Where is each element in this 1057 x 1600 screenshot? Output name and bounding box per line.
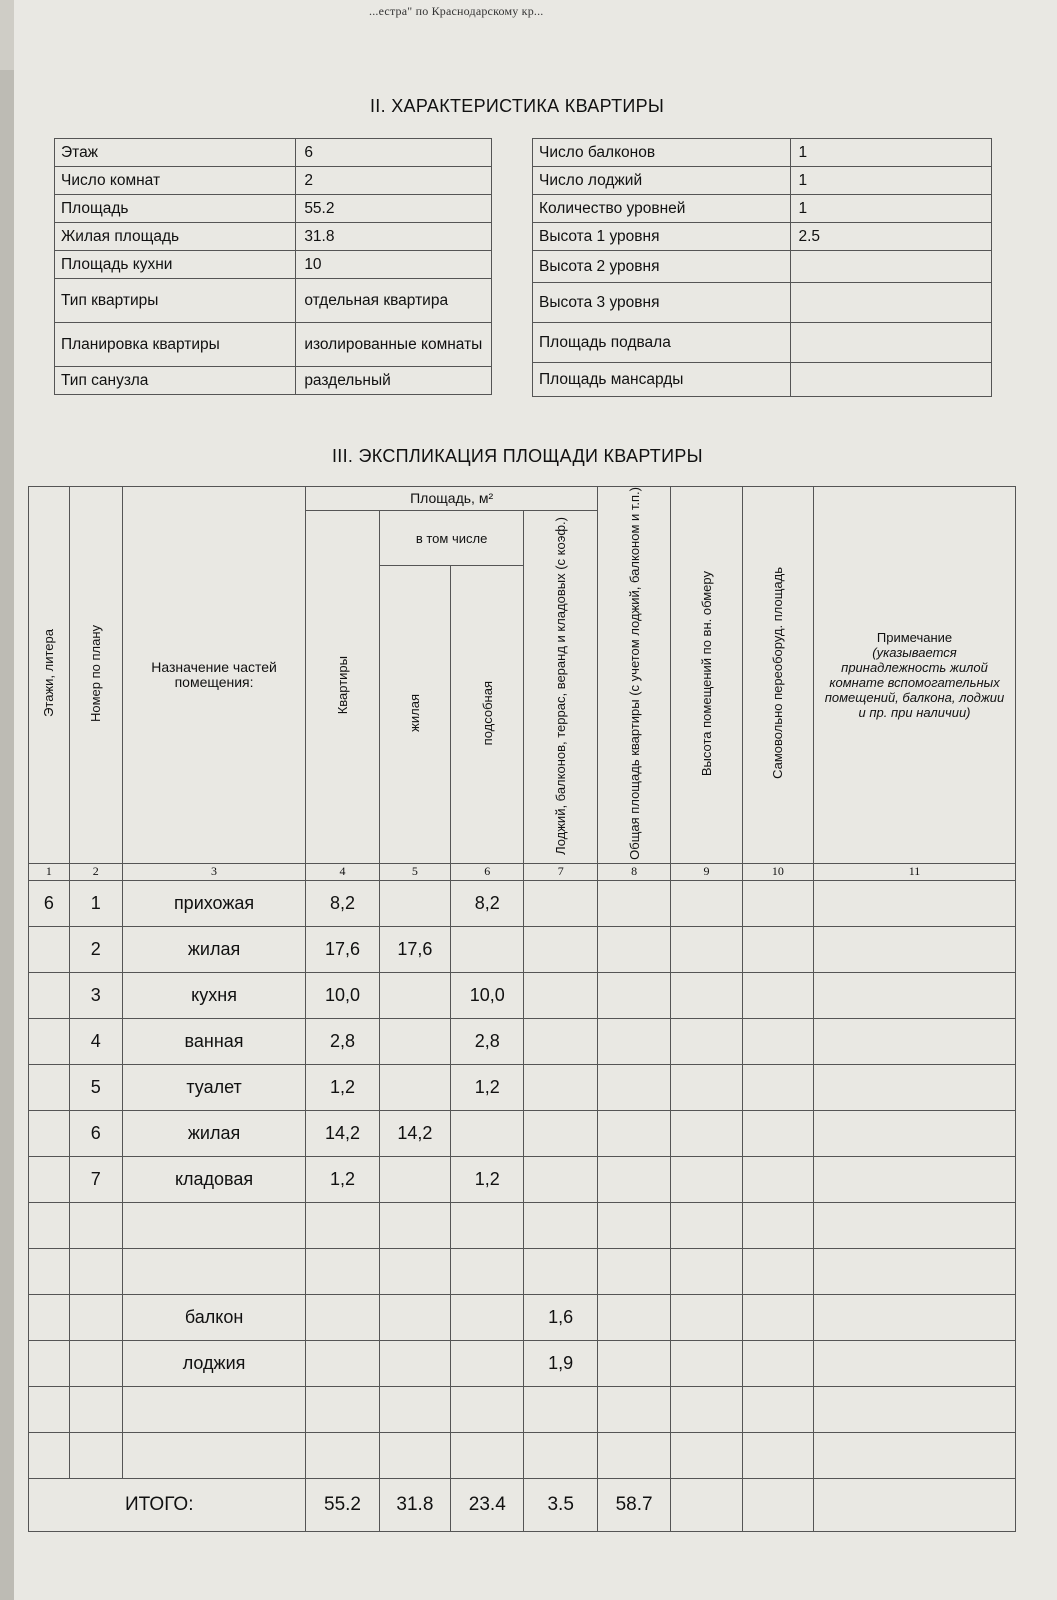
column-number-row	[29, 863, 1016, 880]
char-value	[790, 363, 992, 397]
note-body: (указывается принадлежность жилой комнате вспомогательных помещений, балкона, лоджии и пр. при наличии)	[824, 644, 1005, 720]
cell-note	[814, 1386, 1016, 1432]
cell-floor	[29, 1110, 70, 1156]
cell-floor	[29, 1340, 70, 1386]
cell-loggias-area	[524, 1156, 597, 1202]
column-number: 8	[597, 863, 670, 880]
cell-purpose: кухня	[122, 972, 306, 1018]
cell-height	[671, 926, 742, 972]
char-value: 2.5	[790, 223, 992, 251]
cell-floor	[29, 1432, 70, 1478]
table-row	[29, 1156, 1016, 1202]
char-value: 10	[296, 251, 492, 279]
cell-loggias-area	[524, 1386, 597, 1432]
cell-living-area	[379, 972, 450, 1018]
cell-note	[814, 926, 1016, 972]
cell-note	[814, 1156, 1016, 1202]
total-note	[814, 1478, 1016, 1531]
section-2-title: II. ХАРАКТЕРИСТИКА КВАРТИРЫ	[370, 96, 665, 116]
cell-note	[814, 1202, 1016, 1248]
cell-plan-number: 4	[69, 1018, 122, 1064]
cell-auxiliary-area	[451, 926, 524, 972]
cell-plan-number	[69, 1294, 122, 1340]
col-auxiliary-header: подсобная	[451, 566, 524, 864]
area-group-header: Площадь, м²	[306, 487, 598, 511]
table-row	[29, 1110, 1016, 1156]
cell-apartment-area	[306, 1386, 379, 1432]
cell-floor	[29, 1386, 70, 1432]
cell-unauthorized-area	[742, 1386, 813, 1432]
cell-apartment-area	[306, 1340, 379, 1386]
header-snippet: ...естра" по Краснодарскому кр...	[369, 4, 544, 18]
cell-floor	[29, 1202, 70, 1248]
cell-height	[671, 1202, 742, 1248]
cell-loggias-area	[524, 1248, 597, 1294]
cell-purpose: жилая	[122, 926, 306, 972]
cell-unauthorized-area	[742, 926, 813, 972]
col-purpose-header: Назначение частей помещения:	[122, 487, 306, 864]
table-row	[29, 1386, 1016, 1432]
cell-living-area	[379, 1156, 450, 1202]
cell-height	[671, 1386, 742, 1432]
char-value	[790, 283, 992, 323]
column-number: 1	[29, 863, 70, 880]
column-number: 6	[451, 863, 524, 880]
cell-plan-number	[69, 1340, 122, 1386]
char-value: 55.2	[296, 195, 492, 223]
cell-loggias-area	[524, 1064, 597, 1110]
cell-plan-number: 3	[69, 972, 122, 1018]
cell-floor	[29, 1248, 70, 1294]
cell-total-area	[597, 1110, 670, 1156]
char-label: Тип квартиры	[55, 279, 296, 323]
table-row	[29, 1202, 1016, 1248]
cell-auxiliary-area: 1,2	[451, 1064, 524, 1110]
total-height	[671, 1478, 742, 1531]
cell-total-area	[597, 1202, 670, 1248]
cell-total-area	[597, 972, 670, 1018]
cell-loggias-area	[524, 1432, 597, 1478]
char-label: Планировка квартиры	[55, 323, 296, 367]
table-row	[29, 1432, 1016, 1478]
char-value: 1	[790, 195, 992, 223]
cell-auxiliary-area: 2,8	[451, 1018, 524, 1064]
cell-floor	[29, 1018, 70, 1064]
char-label: Число балконов	[533, 139, 791, 167]
char-value	[790, 251, 992, 283]
cell-purpose: жилая	[122, 1110, 306, 1156]
cell-apartment-area	[306, 1432, 379, 1478]
table-row	[29, 926, 1016, 972]
cell-loggias-area	[524, 1110, 597, 1156]
total-auxiliary: 23.4	[451, 1478, 524, 1531]
cell-auxiliary-area	[451, 1202, 524, 1248]
cell-living-area	[379, 1340, 450, 1386]
column-number: 10	[742, 863, 813, 880]
char-value: раздельный	[296, 367, 492, 395]
cell-purpose	[122, 1386, 306, 1432]
cell-total-area	[597, 880, 670, 926]
cell-plan-number	[69, 1386, 122, 1432]
cell-purpose	[122, 1248, 306, 1294]
char-label: Площадь мансарды	[533, 363, 791, 397]
total-loggias: 3.5	[524, 1478, 597, 1531]
cell-loggias-area: 1,9	[524, 1340, 597, 1386]
col-total-area-header: Общая площадь квартиры (с учетом лоджий, балконом и т.п.)	[597, 487, 670, 864]
column-number: 7	[524, 863, 597, 880]
cell-floor	[29, 926, 70, 972]
cell-living-area: 17,6	[379, 926, 450, 972]
cell-unauthorized-area	[742, 1294, 813, 1340]
char-label: Высота 3 уровня	[533, 283, 791, 323]
cell-purpose: балкон	[122, 1294, 306, 1340]
paper-edge	[0, 70, 14, 1600]
cell-height	[671, 1340, 742, 1386]
column-number: 9	[671, 863, 742, 880]
char-value: 6	[296, 139, 492, 167]
cell-auxiliary-area	[451, 1386, 524, 1432]
cell-apartment-area: 10,0	[306, 972, 379, 1018]
char-row	[55, 367, 492, 395]
char-row	[533, 195, 992, 223]
cell-total-area	[597, 1340, 670, 1386]
note-title: Примечание	[876, 629, 953, 645]
cell-apartment-area: 1,2	[306, 1156, 379, 1202]
cell-height	[671, 1018, 742, 1064]
cell-living-area	[379, 880, 450, 926]
char-row	[533, 323, 992, 363]
cell-loggias-area	[524, 926, 597, 972]
cell-note	[814, 1110, 1016, 1156]
char-row	[55, 251, 492, 279]
column-number: 3	[122, 863, 306, 880]
cell-note	[814, 1018, 1016, 1064]
cell-auxiliary-area: 8,2	[451, 880, 524, 926]
cell-unauthorized-area	[742, 1340, 813, 1386]
cell-unauthorized-area	[742, 1248, 813, 1294]
cell-plan-number	[69, 1248, 122, 1294]
col-floor-header: Этажи, литера	[29, 487, 70, 864]
cell-total-area	[597, 1248, 670, 1294]
cell-note	[814, 1248, 1016, 1294]
char-label: Количество уровней	[533, 195, 791, 223]
char-row	[55, 139, 492, 167]
cell-living-area	[379, 1064, 450, 1110]
cell-apartment-area: 17,6	[306, 926, 379, 972]
cell-apartment-area	[306, 1248, 379, 1294]
cell-purpose: ванная	[122, 1018, 306, 1064]
total-row	[29, 1478, 1016, 1531]
cell-auxiliary-area	[451, 1340, 524, 1386]
char-label: Жилая площадь	[55, 223, 296, 251]
cell-plan-number: 5	[69, 1064, 122, 1110]
cell-height	[671, 1294, 742, 1340]
table-row	[29, 1018, 1016, 1064]
cell-apartment-area: 8,2	[306, 880, 379, 926]
section-3-title: III. ЭКСПЛИКАЦИЯ ПЛОЩАДИ КВАРТИРЫ	[332, 446, 703, 466]
char-row	[55, 195, 492, 223]
cell-plan-number: 6	[69, 1110, 122, 1156]
cell-height	[671, 1156, 742, 1202]
col-height-header: Высота помещений по вн. обмеру	[671, 487, 742, 864]
char-label: Площадь подвала	[533, 323, 791, 363]
cell-unauthorized-area	[742, 1018, 813, 1064]
cell-total-area	[597, 1156, 670, 1202]
cell-apartment-area: 2,8	[306, 1018, 379, 1064]
cell-unauthorized-area	[742, 972, 813, 1018]
table-row	[29, 1340, 1016, 1386]
char-row	[55, 279, 492, 323]
table-row	[29, 1248, 1016, 1294]
apartment-characteristics-right	[532, 138, 992, 397]
char-label: Тип санузла	[55, 367, 296, 395]
cell-purpose	[122, 1202, 306, 1248]
cell-plan-number: 1	[69, 880, 122, 926]
apartment-characteristics-left	[54, 138, 492, 395]
char-label: Высота 1 уровня	[533, 223, 791, 251]
total-label: ИТОГО:	[29, 1478, 306, 1531]
char-row	[533, 167, 992, 195]
cell-height	[671, 1248, 742, 1294]
table-row	[29, 1064, 1016, 1110]
cell-note	[814, 1064, 1016, 1110]
cell-living-area	[379, 1432, 450, 1478]
char-row	[533, 251, 992, 283]
column-number: 2	[69, 863, 122, 880]
cell-height	[671, 1064, 742, 1110]
total-total-area: 58.7	[597, 1478, 670, 1531]
char-value: 2	[296, 167, 492, 195]
col-loggias-header: Лоджий, балконов, террас, веранд и кладовых (с коэф.)	[524, 511, 597, 864]
cell-floor	[29, 1064, 70, 1110]
cell-auxiliary-area	[451, 1294, 524, 1340]
total-living: 31.8	[379, 1478, 450, 1531]
cell-apartment-area: 1,2	[306, 1064, 379, 1110]
column-number: 4	[306, 863, 379, 880]
column-number: 11	[814, 863, 1016, 880]
cell-living-area	[379, 1294, 450, 1340]
cell-total-area	[597, 1018, 670, 1064]
cell-apartment-area	[306, 1294, 379, 1340]
char-value: изолированные комнаты	[296, 323, 492, 367]
cell-purpose: прихожая	[122, 880, 306, 926]
char-row	[55, 167, 492, 195]
total-apartment: 55.2	[306, 1478, 379, 1531]
cell-unauthorized-area	[742, 1432, 813, 1478]
col-apartment-header: Квартиры	[306, 511, 379, 864]
char-row	[533, 223, 992, 251]
char-label: Площадь кухни	[55, 251, 296, 279]
cell-unauthorized-area	[742, 1156, 813, 1202]
cell-height	[671, 1110, 742, 1156]
cell-loggias-area: 1,6	[524, 1294, 597, 1340]
char-label: Площадь	[55, 195, 296, 223]
char-value: 31.8	[296, 223, 492, 251]
cell-total-area	[597, 1064, 670, 1110]
char-label: Число лоджий	[533, 167, 791, 195]
cell-plan-number: 2	[69, 926, 122, 972]
cell-total-area	[597, 1294, 670, 1340]
col-living-header: жилая	[379, 566, 450, 864]
cell-purpose	[122, 1432, 306, 1478]
char-row	[55, 223, 492, 251]
cell-living-area	[379, 1386, 450, 1432]
table-row	[29, 1294, 1016, 1340]
cell-living-area	[379, 1202, 450, 1248]
table-row	[29, 972, 1016, 1018]
cell-auxiliary-area	[451, 1110, 524, 1156]
cell-unauthorized-area	[742, 1202, 813, 1248]
cell-plan-number	[69, 1432, 122, 1478]
cell-auxiliary-area: 10,0	[451, 972, 524, 1018]
char-value: 1	[790, 139, 992, 167]
char-value	[790, 323, 992, 363]
cell-purpose: туалет	[122, 1064, 306, 1110]
char-row	[533, 283, 992, 323]
cell-auxiliary-area: 1,2	[451, 1156, 524, 1202]
cell-purpose: кладовая	[122, 1156, 306, 1202]
cell-living-area	[379, 1018, 450, 1064]
cell-height	[671, 972, 742, 1018]
char-value: отдельная квартира	[296, 279, 492, 323]
cell-purpose: лоджия	[122, 1340, 306, 1386]
table-row	[29, 880, 1016, 926]
cell-loggias-area	[524, 1202, 597, 1248]
cell-floor	[29, 1156, 70, 1202]
char-value: 1	[790, 167, 992, 195]
cell-total-area	[597, 1386, 670, 1432]
cell-plan-number	[69, 1202, 122, 1248]
char-row	[533, 139, 992, 167]
cell-plan-number: 7	[69, 1156, 122, 1202]
including-header: в том числе	[379, 511, 524, 566]
cell-auxiliary-area	[451, 1432, 524, 1478]
cell-unauthorized-area	[742, 880, 813, 926]
cell-apartment-area	[306, 1202, 379, 1248]
cell-auxiliary-area	[451, 1248, 524, 1294]
col-plan-number-header: Номер по плану	[69, 487, 122, 864]
cell-floor	[29, 1294, 70, 1340]
cell-total-area	[597, 926, 670, 972]
cell-living-area: 14,2	[379, 1110, 450, 1156]
cell-note	[814, 972, 1016, 1018]
cell-unauthorized-area	[742, 1110, 813, 1156]
char-label: Этаж	[55, 139, 296, 167]
cell-loggias-area	[524, 972, 597, 1018]
cell-loggias-area	[524, 1018, 597, 1064]
cell-note	[814, 1432, 1016, 1478]
cell-total-area	[597, 1432, 670, 1478]
cell-floor: 6	[29, 880, 70, 926]
char-label: Число комнат	[55, 167, 296, 195]
cell-note	[814, 880, 1016, 926]
cell-floor	[29, 972, 70, 1018]
cell-height	[671, 1432, 742, 1478]
col-unauthorized-header: Самовольно переоборуд. площадь	[742, 487, 813, 864]
cell-living-area	[379, 1248, 450, 1294]
cell-note	[814, 1294, 1016, 1340]
total-unauthorized	[742, 1478, 813, 1531]
cell-loggias-area	[524, 880, 597, 926]
char-row	[55, 323, 492, 367]
cell-unauthorized-area	[742, 1064, 813, 1110]
char-row	[533, 363, 992, 397]
cell-note	[814, 1340, 1016, 1386]
explication-table	[28, 486, 1016, 1532]
col-note-header	[814, 487, 1016, 864]
cell-height	[671, 880, 742, 926]
column-number: 5	[379, 863, 450, 880]
char-label: Высота 2 уровня	[533, 251, 791, 283]
cell-apartment-area: 14,2	[306, 1110, 379, 1156]
